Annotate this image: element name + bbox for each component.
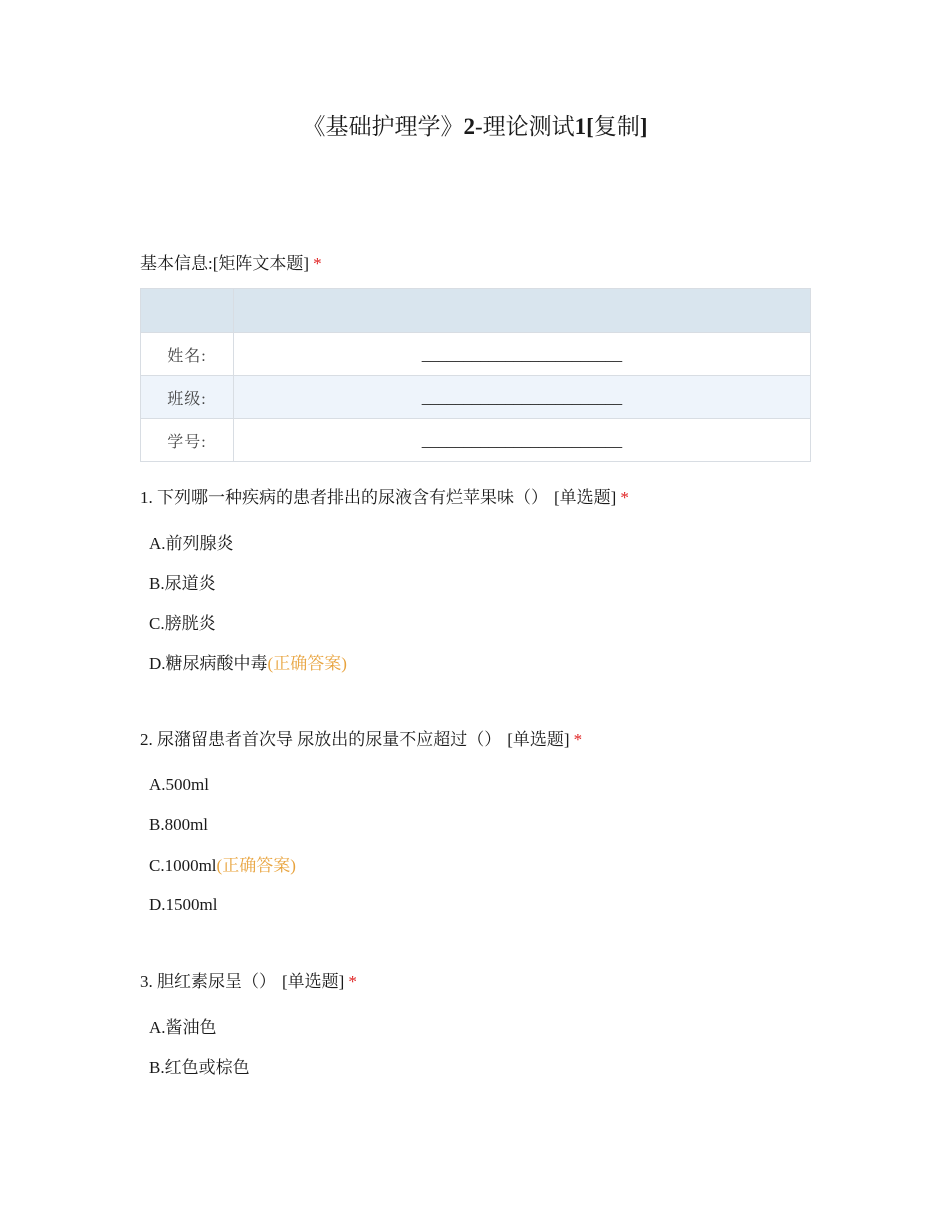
question-text: 2. 尿潴留患者首次导 尿放出的尿量不应超过（） xyxy=(140,730,502,749)
question-1 xyxy=(140,485,629,511)
question-text: 3. 胆红素尿呈（） xyxy=(140,972,276,991)
matrix-row-student-id xyxy=(141,419,811,462)
class-field[interactable]: ________________________ xyxy=(234,376,811,419)
option-text: B.800ml xyxy=(149,815,209,834)
name-field[interactable]: ________________________ xyxy=(234,333,811,376)
q1-option-b[interactable] xyxy=(149,571,216,597)
required-mark: * xyxy=(573,730,583,749)
q3-option-b[interactable] xyxy=(149,1055,250,1081)
title-bracket: ] xyxy=(639,114,648,139)
option-text: A.500ml xyxy=(149,775,209,794)
option-text: B.尿道炎 xyxy=(149,574,216,593)
basic-info-matrix xyxy=(140,288,811,462)
title-suffix: 复制 xyxy=(593,114,640,139)
option-text: A.酱油色 xyxy=(149,1018,217,1037)
q2-option-c[interactable] xyxy=(149,853,296,879)
document-title xyxy=(0,110,950,144)
option-text: A.前列腺炎 xyxy=(149,534,234,553)
matrix-header-row xyxy=(141,289,811,333)
title-mid: -理论测试 xyxy=(474,114,575,139)
q2-option-a[interactable] xyxy=(149,772,209,798)
question-2 xyxy=(140,727,582,753)
q3-option-a[interactable] xyxy=(149,1015,217,1041)
q1-option-a[interactable] xyxy=(149,531,234,557)
basic-info-title: 基本信息: xyxy=(140,254,213,273)
option-text: D.糖尿病酸中毒 xyxy=(149,654,268,673)
title-prefix: 《基础护理学》 xyxy=(302,114,464,139)
matrix-row-class xyxy=(141,376,811,419)
q1-option-d[interactable] xyxy=(149,651,347,677)
required-mark: * xyxy=(620,488,629,507)
question-3 xyxy=(140,969,357,995)
q1-option-c[interactable] xyxy=(149,611,216,637)
question-type: [单选题] xyxy=(282,972,345,991)
q2-option-d[interactable] xyxy=(149,892,217,918)
question-type: [单选题] xyxy=(507,730,570,749)
required-mark: * xyxy=(348,972,357,991)
option-text: D.1500ml xyxy=(149,895,218,914)
matrix-header-cell xyxy=(141,289,234,333)
matrix-header-cell xyxy=(234,289,811,333)
matrix-row-label: 姓名: xyxy=(141,333,234,376)
correct-answer-tag: (正确答案) xyxy=(267,654,347,673)
question-text: 1. 下列哪一种疾病的患者排出的尿液含有烂苹果味（） xyxy=(140,488,548,507)
question-type: [单选题] xyxy=(554,488,617,507)
required-mark: * xyxy=(313,254,322,273)
matrix-row-label: 班级: xyxy=(141,376,234,419)
title-number: 2 xyxy=(463,114,475,139)
option-text: C.1000ml xyxy=(149,856,217,875)
correct-answer-tag: (正确答案) xyxy=(216,856,296,875)
matrix-row-label: 学号: xyxy=(141,419,234,462)
title-test-number: 1[ xyxy=(574,114,594,139)
basic-info-type: [矩阵文本题] xyxy=(212,254,310,273)
option-text: C.膀胱炎 xyxy=(149,614,216,633)
matrix-row-name xyxy=(141,333,811,376)
option-text: B.红色或棕色 xyxy=(149,1058,250,1077)
student-id-field[interactable]: ________________________ xyxy=(234,419,811,462)
basic-info-label xyxy=(140,251,322,277)
q2-option-b[interactable] xyxy=(149,812,208,838)
